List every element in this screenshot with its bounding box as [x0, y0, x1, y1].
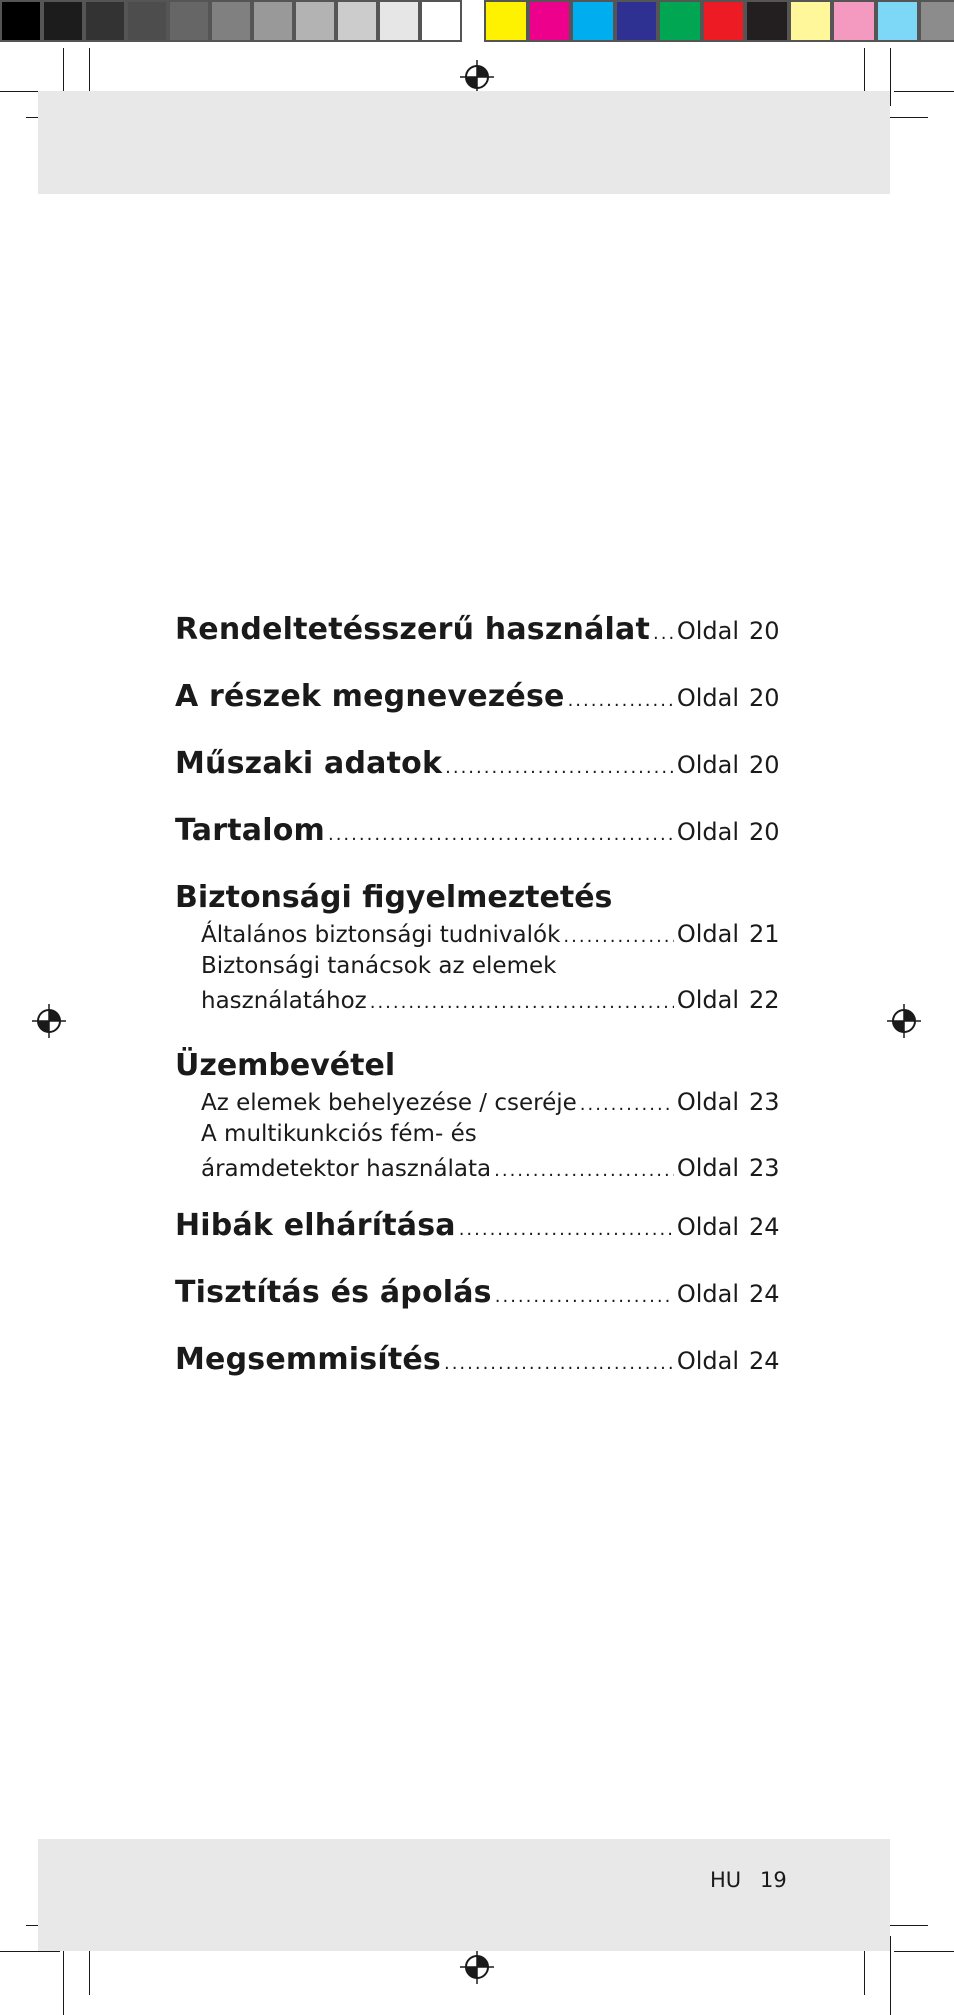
- color-swatch: [571, 0, 615, 42]
- leader-dots: [563, 926, 673, 947]
- leader-dots: [328, 824, 674, 845]
- leader-dots: [445, 757, 674, 778]
- page-label: Oldal: [676, 1347, 739, 1375]
- toc-subentry-title: A multikunkciós fém- és: [201, 1121, 477, 1147]
- spacer: [175, 1188, 779, 1208]
- leader-dots: [494, 1160, 674, 1181]
- page-label: Oldal: [676, 920, 739, 948]
- footer-band: [38, 1839, 890, 1951]
- page-number: 24: [749, 1213, 780, 1241]
- toc-section-title[interactable]: Üzembevétel: [175, 1048, 396, 1083]
- leader-dots: [444, 1353, 674, 1374]
- crop-mark: [890, 48, 891, 106]
- page-label: Oldal: [676, 751, 739, 779]
- toc-entry[interactable]: [175, 1342, 779, 1409]
- page-number: 23: [749, 1088, 780, 1116]
- toc-subentry-line[interactable]: [175, 1121, 779, 1154]
- toc-entry-title: Tartalom: [175, 813, 325, 848]
- page-label: Oldal: [676, 1154, 739, 1182]
- gray-swatch: [42, 0, 84, 42]
- color-swatch: [528, 0, 572, 42]
- toc-entry[interactable]: [175, 1208, 779, 1275]
- crop-mark: [89, 1945, 90, 1995]
- toc-entry[interactable]: [175, 813, 779, 880]
- crop-mark: [890, 117, 928, 118]
- toc-entry-title: Hibák elhárítása: [175, 1208, 456, 1243]
- leader-dots: [495, 1286, 674, 1307]
- page-number: 21: [749, 920, 780, 948]
- toc-entry-title: Tisztítás és ápolás: [175, 1275, 492, 1310]
- toc-subentry-title: áramdetektor használata: [201, 1156, 492, 1182]
- page-number: 23: [749, 1154, 780, 1182]
- color-swatch: [702, 0, 746, 42]
- toc-subentry-title: Általános biztonsági tudnivalók: [201, 922, 561, 948]
- toc-subentry-title: Az elemek behelyezése / cseréje: [201, 1090, 577, 1116]
- gray-swatch: [210, 0, 252, 42]
- color-swatch: [789, 0, 833, 42]
- gray-swatch: [294, 0, 336, 42]
- header-band: [38, 91, 890, 194]
- crop-mark: [0, 1951, 60, 1952]
- page-label: Oldal: [676, 617, 739, 645]
- toc-subentry[interactable]: [175, 1088, 779, 1121]
- toc-subentry-title: használatához: [201, 988, 367, 1014]
- page-label: Oldal: [676, 1280, 739, 1308]
- footer-language: HU: [710, 1868, 742, 1892]
- crop-mark: [890, 1925, 928, 1926]
- grayscale-calibration-bar: [0, 0, 462, 46]
- color-calibration-bar: [484, 0, 954, 46]
- crop-mark: [864, 1945, 865, 1995]
- gray-swatch: [336, 0, 378, 42]
- page-number: 22: [749, 986, 780, 1014]
- toc-subentry-line[interactable]: [175, 953, 779, 986]
- leader-dots: [459, 1219, 674, 1240]
- color-swatch: [919, 0, 954, 42]
- gray-swatch: [84, 0, 126, 42]
- toc-entry-title: Rendeltetésszerű használat: [175, 612, 650, 647]
- page-number: 20: [749, 751, 780, 779]
- toc-section-title[interactable]: Biztonsági figyelmeztetés: [175, 880, 613, 915]
- page-number: 24: [749, 1280, 780, 1308]
- toc-subentry[interactable]: [175, 920, 779, 953]
- toc-entry[interactable]: [175, 746, 779, 813]
- color-swatch: [832, 0, 876, 42]
- toc-entry-title: Műszaki adatok: [175, 746, 443, 781]
- page-label: Oldal: [676, 986, 739, 1014]
- registration-mark-icon: [32, 1004, 66, 1038]
- page-number: 24: [749, 1347, 780, 1375]
- page-number: 20: [749, 684, 780, 712]
- leader-dots: [370, 992, 674, 1013]
- color-swatch: [615, 0, 659, 42]
- crop-mark: [894, 1951, 954, 1952]
- registration-mark-icon: [460, 60, 494, 94]
- leader-dots: [580, 1094, 674, 1115]
- crop-mark: [890, 1936, 891, 2015]
- page-number: 20: [749, 617, 780, 645]
- gray-swatch: [168, 0, 210, 42]
- page-label: Oldal: [676, 818, 739, 846]
- footer-page-number: 19: [760, 1868, 787, 1892]
- gray-swatch: [378, 0, 420, 42]
- page-label: Oldal: [676, 1213, 739, 1241]
- toc-subentry[interactable]: [175, 1154, 779, 1188]
- gray-swatch: [126, 0, 168, 42]
- spacer: [175, 1020, 779, 1048]
- table-of-contents: [175, 612, 779, 1409]
- color-swatch: [876, 0, 920, 42]
- toc-subentry[interactable]: [175, 986, 779, 1020]
- toc-entry-title: A részek megnevezése: [175, 679, 565, 714]
- gray-swatch: [252, 0, 294, 42]
- color-swatch: [745, 0, 789, 42]
- toc-subentry-title: Biztonsági tanácsok az elemek: [201, 953, 557, 979]
- page-label: Oldal: [676, 684, 739, 712]
- leader-dots: [568, 690, 674, 711]
- page-label: Oldal: [676, 1088, 739, 1116]
- toc-entry[interactable]: [175, 679, 779, 746]
- page-number: 20: [749, 818, 780, 846]
- color-swatch: [658, 0, 702, 42]
- leader-dots: [653, 623, 674, 644]
- gray-swatch: [420, 0, 462, 42]
- toc-entry[interactable]: [175, 612, 779, 679]
- crop-mark: [894, 91, 954, 92]
- color-swatch: [484, 0, 528, 42]
- toc-entry-title: Megsemmisítés: [175, 1342, 441, 1377]
- registration-mark-icon: [460, 1950, 494, 1984]
- toc-entry[interactable]: [175, 1275, 779, 1342]
- gray-swatch: [0, 0, 42, 42]
- registration-mark-icon: [887, 1004, 921, 1038]
